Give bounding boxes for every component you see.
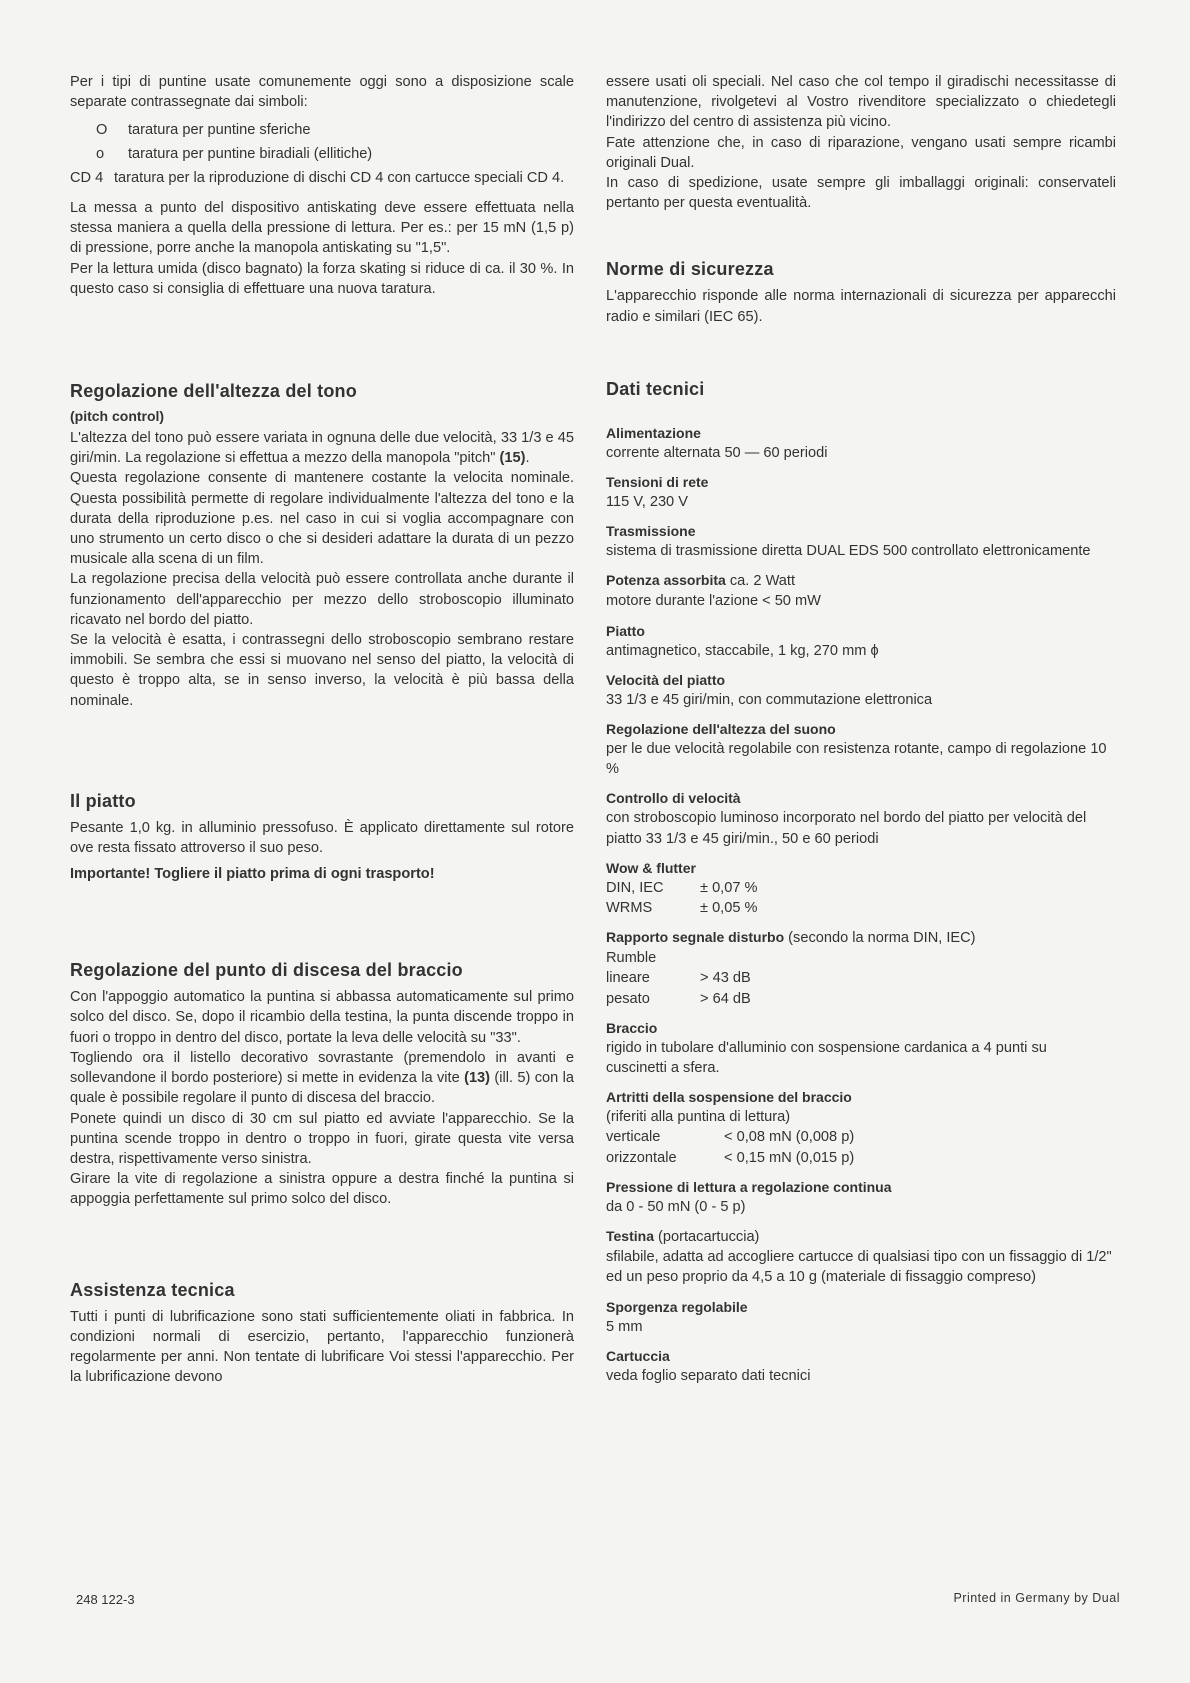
biradial-symbol: o — [96, 145, 105, 162]
spec-cartuccia: Cartuccia veda foglio separato dati tecnici — [606, 1347, 811, 1384]
arm-descent-p3: Ponete quindi un disco di 30 cm sul piatto ed avviate l'apparecchio. Se la puntina scende troppo in dentro o troppo in fuori, girate questa vite versa destra, rispettivamente verso sinistra. — [70, 1110, 574, 1167]
spec-piatto: Piatto antimagnetico, staccabile, 1 kg, 270 mm ϕ — [606, 622, 879, 659]
service-section — [70, 1280, 574, 1388]
spec-velocita: Velocità del piatto 33 1/3 e 45 giri/min, con commutazione elettronica — [606, 671, 933, 708]
spherical-symbol: O — [96, 122, 108, 139]
service-cont-p1: essere usati oli speciali. Nel caso che col tempo il giradischi necessitasse di manutenzione, rivolgetevi al Vostro rivenditore specializzato o chiedetegli l'indirizzo del centro di assistenza più vicino. — [606, 74, 1116, 131]
safety-section — [606, 259, 1116, 326]
platter-warning: Importante! Togliere il piatto prima di ogni trasporto! — [70, 866, 435, 883]
intro-text: Per i tipi di puntine usate comunemente oggi sono a disposizione scale separate contrassegnate dai simboli: — [70, 74, 574, 111]
specs-section — [606, 379, 1116, 1386]
spec-pressione: Pressione di lettura a regolazione continua da 0 - 50 mN (0 - 5 p) — [606, 1178, 892, 1215]
safety-title: Norme di sicurezza — [606, 259, 774, 280]
pitch-p1: L'altezza del tono può essere variata in ognuna delle due velocità, 33 1/3 e 45 giri/min. La regolazione si effettua a mezzo della manopola "pitch" (15). — [70, 430, 574, 467]
service-p1: Tutti i punti di lubrificazione sono stati sufficientemente oliati in fabbrica. In condizioni normali di esercizio, pertanto, l'apparecchio funzionerà regolarmente per anni. Non tentate di lubrificare Voi stessi l'apparecchio. Per la lubrificazione devono — [70, 1308, 574, 1386]
cd4-text: taratura per la riproduzione di dischi CD 4 con cartucce speciali CD 4. — [114, 169, 565, 186]
arm-descent-section — [70, 960, 574, 1209]
printed-note: Printed in Germany by Dual — [953, 1591, 1120, 1605]
cd4-row — [70, 168, 574, 188]
pitch-title: Regolazione dell'altezza del tono — [70, 381, 357, 402]
spec-wow: Wow & flutter DIN, IEC ± 0,07 % WRMS ± 0,05 % — [606, 859, 758, 917]
wet-reading-text: Per la lettura umida (disco bagnato) la forza skating si riduce di ca. il 30 %. In questo caso si consiglia di effettuare una nuova taratura. — [70, 260, 574, 297]
spec-braccio: Braccio rigido in tubolare d'alluminio con sospensione cardanica a 4 punti su cuscinetti a sfera. — [606, 1019, 1047, 1077]
safety-p1: L'apparecchio risponde alle norma internazionali di sicurezza per apparecchi radio e similari (IEC 65). — [606, 288, 1116, 325]
antiskating-text: La messa a punto del dispositivo antiskating deve essere effettuata nella stessa maniera a quella della pressione di lettura. Per es.: per 15 mN (1,5 p) di pressione, porre anche la manopola antiskating su "1,5". — [70, 200, 574, 257]
symbol-row-biradial — [70, 144, 574, 164]
platter-title: Il piatto — [70, 790, 136, 811]
spec-alimentazione: Alimentazione corrente alternata 50 — 60 periodi — [606, 424, 828, 461]
right-column — [606, 72, 1116, 1396]
spec-tensioni: Tensioni di rete 115 V, 230 V — [606, 474, 709, 511]
specs-title: Dati tecnici — [606, 378, 705, 399]
pitch-section — [70, 381, 574, 711]
symbol-text: taratura per puntine biradiali (ellitiche) — [128, 145, 373, 162]
pitch-p4: Se la velocità è esatta, i contrassegni dello stroboscopio sembrano restare immobili. Se sembra che essi si muovano nel senso del piatto, la velocità di questo è troppo alta, se in senso inverso, la velocità è più bassa della nominale. — [70, 632, 574, 709]
cd4-label: CD 4 — [70, 169, 104, 186]
screw-ref: (13) — [464, 1070, 491, 1087]
pitch-p3: La regolazione precisa della velocità può essere controllata anche durante il funzionamento dell'apparecchio per mezzo dello stroboscopio illuminato ricavato nel bordo del piatto. — [70, 571, 574, 628]
spec-attriti: Artritti della sospensione del braccio (riferiti alla puntina di lettura) verticale < 0,08 mN (0,008 p) orizzontale < 0,15 mN (0,015 p) — [606, 1089, 855, 1166]
arm-descent-title: Regolazione del punto di discesa del braccio — [70, 960, 463, 981]
pitch-subtitle: (pitch control) — [70, 408, 165, 425]
arm-descent-p2: Togliendo ora il listello decorativo sovrastante (premendolo in avanti e sollevandone il bordo posteriore) si mette in evidenza la vite (13) (ill. 5) con la quale è possibile regolare il punto di discesa del braccio. — [70, 1049, 574, 1107]
symbol-row-spherical — [70, 120, 574, 140]
spec-controllo: Controllo di velocità con stroboscopio luminoso incorporato nel bordo del piatto per velocità del piatto 33 1/3 e 45 giri/min., 50 e 60 periodi — [606, 790, 1087, 847]
spec-sporgenza: Sporgenza regolabile 5 mm — [606, 1298, 748, 1335]
service-cont-p2: Fate attenzione che, in caso di riparazione, vengano usati sempre ricambi originali Dual. — [606, 134, 1116, 171]
service-cont-p3: In caso di spedizione, usate sempre gli imballaggi originali: conservateli pertanto per questa eventualità. — [606, 175, 1116, 212]
platter-p1: Pesante 1,0 kg. in alluminio pressofuso. È applicato direttamente sul rotore ove resta fissato attroverso il suo peso. — [70, 819, 574, 857]
spec-testina: Testina (portacartuccia) sfilabile, adatta ad accogliere cartucce di qualsiasi tipo con un fissaggio di 1/2" ed un peso proprio da 4,5 a 10 g (materiale di fissaggio compreso) — [606, 1228, 1112, 1286]
spec-regolazione: Regolazione dell'altezza del suono per le due velocità regolabile con resistenza rotante, campo di regolazione 10 % — [606, 721, 1107, 778]
spec-potenza: Potenza assorbita ca. 2 Watt motore durante l'azione < 50 mW — [606, 572, 821, 610]
service-title: Assistenza tecnica — [70, 1279, 235, 1300]
pitch-p2: Questa regolazione consente di mantenere costante la velocita nominale. Questa possibilità permette di regolare individualmente l'altezza del tono e la durata della riproduzione p.es. nel caso in cui si voglia accompagnare con uno strumento un certo disco o che si desideri adattare la durata di un pezzo musicale alla scena di un film. — [70, 470, 574, 568]
spec-rapporto: Rapporto segnale disturbo (secondo la norma DIN, IEC) Rumble lineare > 43 dB pesato > 64 dB — [606, 929, 976, 1007]
left-column — [70, 72, 574, 1387]
symbol-text: taratura per puntine sferiche — [128, 122, 311, 139]
spec-trasmissione: Trasmissione sistema di trasmissione diretta DUAL EDS 500 controllato elettronicamente — [606, 523, 1091, 560]
arm-descent-p4: Girare la vite di regolazione a sinistra oppure a destra finché la puntina si appoggia perfettamente sul primo solco del disco. — [70, 1171, 574, 1208]
arm-descent-p1: Con l'appoggio automatico la puntina si abbassa automaticamente sul primo solco del disco. Se, dopo il ricambio della testina, la punta discende troppo in fuori o troppo in dentro del disco, portate la leva delle velocità su "33". — [70, 989, 574, 1046]
platter-section — [70, 791, 574, 884]
knob-ref: (15) — [499, 450, 526, 467]
document-code: 248 122-3 — [76, 1592, 135, 1607]
